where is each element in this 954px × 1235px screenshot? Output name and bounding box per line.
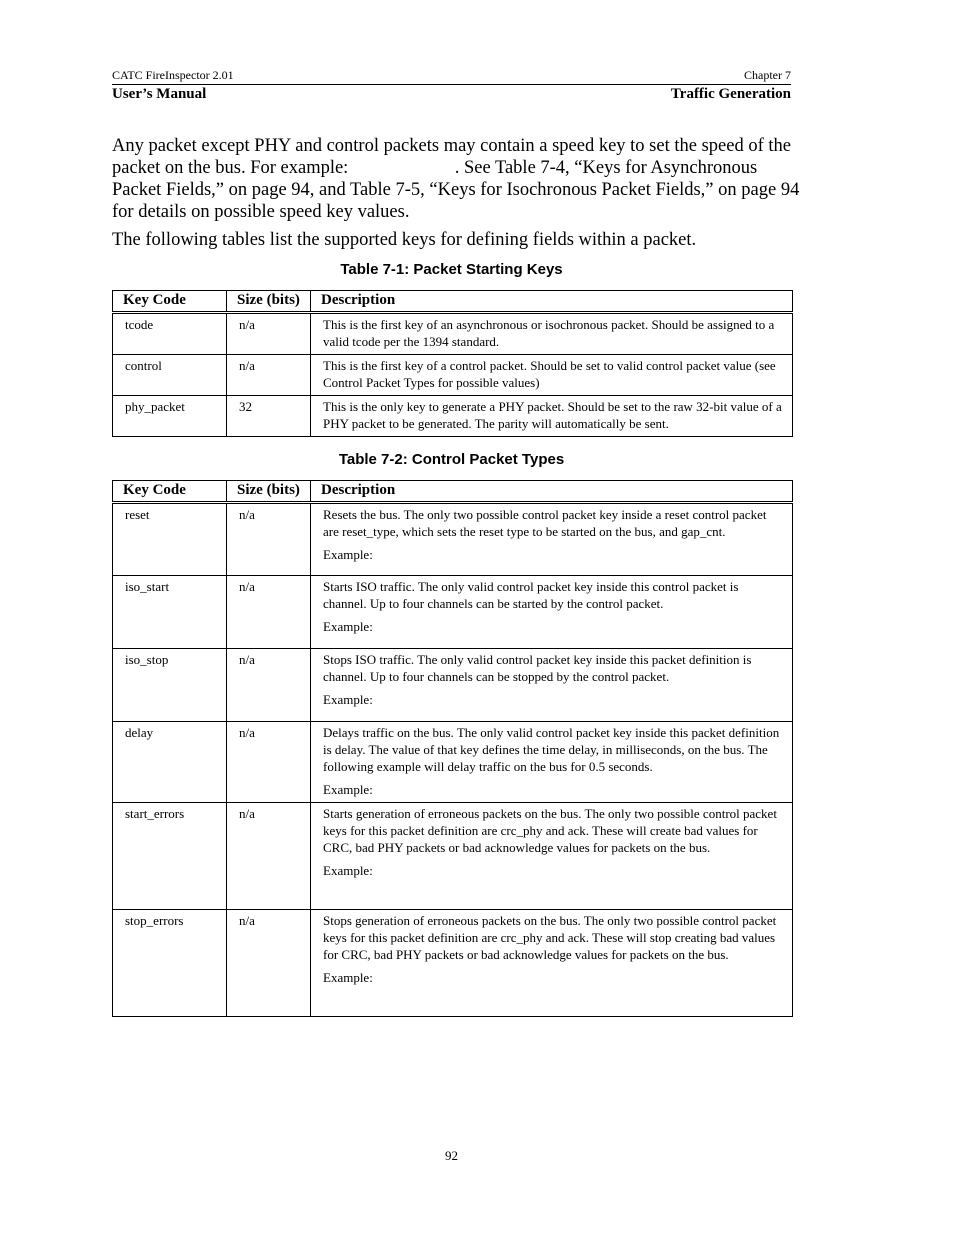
example-label: Example: — [323, 692, 373, 707]
table-row — [113, 503, 793, 576]
cell-description — [311, 576, 793, 649]
description-text: Starts ISO traffic. The only valid control packet key inside this control packet is channel. Up to four channels can be started by the control packet. — [323, 579, 739, 611]
description-text: Resets the bus. The only two possible control packet key inside a reset control packet are reset_type, which sets the reset type to be started on the bus, and gap_cnt. — [323, 507, 767, 539]
cell-description — [311, 722, 793, 803]
col-header-description: Description — [311, 291, 793, 313]
table2-caption: Table 7-2: Control Packet Types — [338, 451, 565, 468]
table-row — [113, 396, 793, 437]
header-rule — [112, 84, 791, 85]
cell-size: n/a — [227, 722, 311, 803]
tables-intro-paragraph: The following tables list the supported keys for defining fields within a packet. — [112, 230, 697, 250]
intro-paragraph: Any packet except PHY and control packets may contain a speed key to set the speed of the packet on the bus. For example: . See Table 7-4, “Keys for Asynchronous Packet Fields,” on page 94, and Table 7-5, “Keys for Isochronous Packet Fields,” on page 94 for details on possible speed key values. — [112, 136, 804, 222]
cell-size: n/a — [227, 355, 311, 396]
cell-description — [311, 503, 793, 576]
description-text: Stops generation of erroneous packets on the bus. The only two possible control packet keys for this packet definition are crc_phy and ack. These will stop creating bad values for CRC, bad PHY packets or bad acknowledge values for packets on the bus. — [323, 913, 777, 962]
table-header-row — [113, 291, 793, 313]
table-row — [113, 803, 793, 910]
cell-size: n/a — [227, 576, 311, 649]
table-row — [113, 576, 793, 649]
header-product: CATC FireInspector 2.01 — [112, 68, 234, 82]
example-label: Example: — [323, 619, 373, 634]
example-label: Example: — [323, 863, 373, 878]
col-header-key-code: Key Code — [113, 291, 227, 313]
cell-description: This is the first key of a control packet. Should be set to valid control packet value (see Control Packet Types for possible values) — [311, 355, 793, 396]
page-number: 92 — [445, 1148, 458, 1163]
table-row — [113, 649, 793, 722]
cell-description — [311, 803, 793, 910]
col-header-description: Description — [311, 481, 793, 503]
table-row — [113, 910, 793, 1017]
packet-starting-keys-table — [112, 290, 793, 437]
cell-description — [311, 910, 793, 1017]
description-text: Stops ISO traffic. The only valid control packet key inside this packet definition is channel. Up to four channels can be stopped by the control packet. — [323, 652, 752, 684]
table-row — [113, 722, 793, 803]
running-header-bottom — [112, 86, 791, 104]
cell-key-code: control — [113, 355, 227, 396]
description-text: Delays traffic on the bus. The only valid control packet key inside this packet definition is delay. The value of that key defines the time delay, in milliseconds, on the bus. The following example will delay traffic on the bus for 0.5 seconds. — [323, 725, 780, 774]
cell-size: n/a — [227, 803, 311, 910]
cell-key-code: start_errors — [113, 803, 227, 910]
cell-size: 32 — [227, 396, 311, 437]
example-label: Example: — [323, 782, 373, 797]
header-manual: User’s Manual — [112, 86, 207, 102]
cell-size: n/a — [227, 503, 311, 576]
cell-size: n/a — [227, 649, 311, 722]
col-header-size: Size (bits) — [227, 291, 311, 313]
cell-key-code: tcode — [113, 313, 227, 355]
cell-description: This is the only key to generate a PHY packet. Should be set to the raw 32-bit value of a PHY packet to be generated. The parity will automatically be sent. — [311, 396, 793, 437]
cell-key-code: stop_errors — [113, 910, 227, 1017]
table-row — [113, 355, 793, 396]
table-row — [113, 313, 793, 355]
description-text: Starts generation of erroneous packets on the bus. The only two possible control packet keys for this packet definition are crc_phy and ack. These will create bad values for CRC, bad PHY packets or bad acknowledge values for packets on the bus. — [323, 806, 777, 855]
cell-key-code: iso_start — [113, 576, 227, 649]
example-label: Example: — [323, 547, 373, 562]
cell-size: n/a — [227, 910, 311, 1017]
running-header-top — [112, 68, 791, 82]
cell-description: This is the first key of an asynchronous or isochronous packet. Should be assigned to a valid tcode per the 1394 standard. — [311, 313, 793, 355]
table-header-row — [113, 481, 793, 503]
cell-key-code: reset — [113, 503, 227, 576]
control-packet-types-table — [112, 480, 793, 1017]
cell-key-code: delay — [113, 722, 227, 803]
col-header-size: Size (bits) — [227, 481, 311, 503]
header-chapter: Chapter 7 — [744, 68, 791, 82]
cell-key-code: phy_packet — [113, 396, 227, 437]
col-header-key-code: Key Code — [113, 481, 227, 503]
cell-key-code: iso_stop — [113, 649, 227, 722]
cell-size: n/a — [227, 313, 311, 355]
cell-description — [311, 649, 793, 722]
example-label: Example: — [323, 970, 373, 985]
header-section: Traffic Generation — [670, 86, 791, 102]
table1-caption: Table 7-1: Packet Starting Keys — [340, 261, 563, 278]
